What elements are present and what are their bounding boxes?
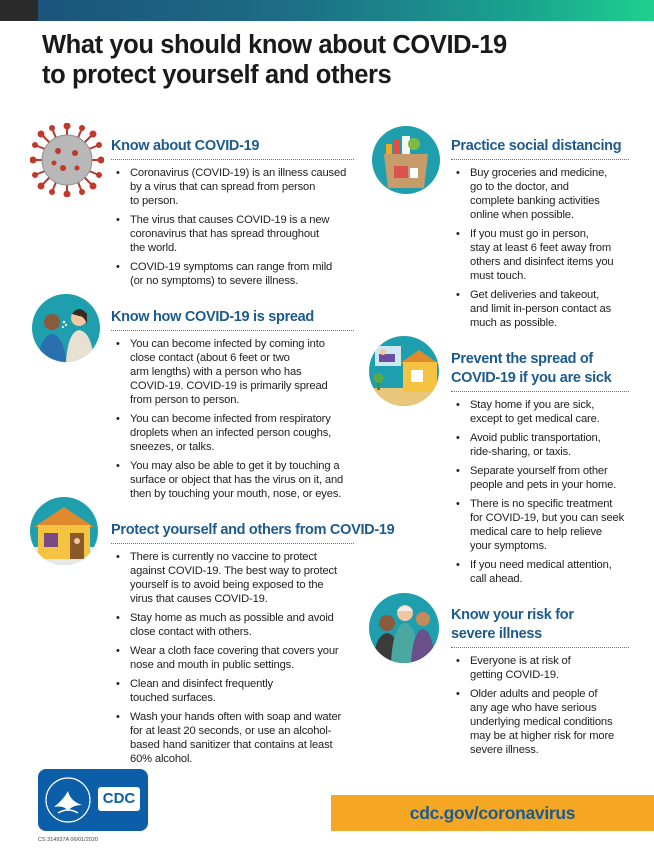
section-divider xyxy=(451,159,629,160)
list-item: • If you must go in person, stay at least 6 feet away from others and disinfect items you must touch. xyxy=(451,227,629,283)
section-title: Know how COVID-19 is spread xyxy=(111,309,314,325)
list-item: • COVID-19 symptoms can range from mild (or no symptoms) to severe illness. xyxy=(111,260,354,288)
section-divider xyxy=(451,647,629,648)
section-know-risk xyxy=(451,606,629,762)
section-divider xyxy=(111,159,354,160)
bullet-list xyxy=(111,337,354,501)
bullet-list xyxy=(451,398,629,586)
sick-person-home-icon xyxy=(369,336,439,406)
section-protect xyxy=(111,521,395,771)
section-title: Protect yourself and others from COVID-19 xyxy=(111,522,395,538)
section-social-distancing xyxy=(451,137,629,335)
list-item: • Stay home as much as possible and avoid close contact with others. xyxy=(111,611,354,639)
list-item: • The virus that causes COVID-19 is a new coronavirus that has spread throughout the world. xyxy=(111,213,354,255)
house-icon xyxy=(30,497,98,565)
bullet-list xyxy=(451,654,629,757)
grocery-bag-icon xyxy=(372,126,440,194)
section-divider xyxy=(111,330,354,331)
bullet-list xyxy=(111,166,354,288)
header-gradient-bar xyxy=(0,0,654,21)
bullet-list xyxy=(451,166,629,330)
section-divider xyxy=(451,391,629,392)
section-how-spread xyxy=(111,308,354,506)
older-adults-icon xyxy=(369,593,439,663)
list-item: • Separate yourself from other people and pets in your home. xyxy=(451,464,629,492)
page-title: What you should know about COVID-19 to protect yourself and others xyxy=(42,31,507,89)
cdc-logo-text: CDC xyxy=(98,787,140,811)
section-know-about xyxy=(111,137,354,293)
list-item: • Older adults and people of any age who have serious underlying medical conditions may be at higher risk for more severe illness. xyxy=(451,687,629,757)
list-item: • Wash your hands often with soap and water for at least 20 seconds, or use an alcohol- based hand sanitizer that contains at least 60% alcohol. xyxy=(111,710,354,766)
list-item: • If you need medical attention, call ahead. xyxy=(451,558,629,586)
list-item: • Stay home if you are sick, except to get medical care. xyxy=(451,398,629,426)
hhs-eagle-icon xyxy=(38,769,98,831)
list-item: • There is currently no vaccine to protect against COVID-19. The best way to protect yourself is to avoid being exposed to the virus that causes COVID-19. xyxy=(111,550,354,606)
list-item: • Get deliveries and takeout, and limit in-person contact as much as possible. xyxy=(451,288,629,330)
section-divider xyxy=(111,543,354,544)
publication-code: CS 314937A 06/01/2020 xyxy=(38,837,98,843)
section-title: Know about COVID-19 xyxy=(111,138,260,154)
list-item: • You can become infected from respiratory droplets when an infected person coughs, sneezes, or talks. xyxy=(111,412,354,454)
header-accent-block xyxy=(0,0,38,21)
list-item: • You can become infected by coming into close contact (about 6 feet or two arm lengths) with a person who has COVID-19. COVID-19 is primarily spread from person to person. xyxy=(111,337,354,407)
list-item: • There is no specific treatment for COVID-19, but you can seek medical care to help relieve your symptoms. xyxy=(451,497,629,553)
list-item: • Wear a cloth face covering that covers your nose and mouth in public settings. xyxy=(111,644,354,672)
list-item: • Everyone is at risk of getting COVID-19. xyxy=(451,654,629,682)
section-title: Prevent the spread of COVID-19 if you are sick xyxy=(451,351,612,386)
website-link[interactable]: cdc.gov/coronavirus xyxy=(409,803,576,823)
list-item: • You may also be able to get it by touching a surface or object that has the virus on it, and then by touching your mouth, nose, or eyes. xyxy=(111,459,354,501)
section-prevent-spread xyxy=(451,350,629,591)
list-item: • Clean and disinfect frequently touched surfaces. xyxy=(111,677,354,705)
footer-url-banner xyxy=(331,795,654,831)
list-item: • Coronavirus (COVID-19) is an illness caused by a virus that can spread from person to person. xyxy=(111,166,354,208)
section-title: Practice social distancing xyxy=(451,138,622,154)
cdc-logo xyxy=(38,769,148,831)
coronavirus-icon xyxy=(30,123,104,197)
list-item: • Buy groceries and medicine, go to the doctor, and complete banking activities online when possible. xyxy=(451,166,629,222)
bullet-list xyxy=(111,550,354,766)
people-coughing-icon xyxy=(32,294,100,362)
section-title: Know your risk for severe illness xyxy=(451,607,574,642)
list-item: • Avoid public transportation, ride-sharing, or taxis. xyxy=(451,431,629,459)
